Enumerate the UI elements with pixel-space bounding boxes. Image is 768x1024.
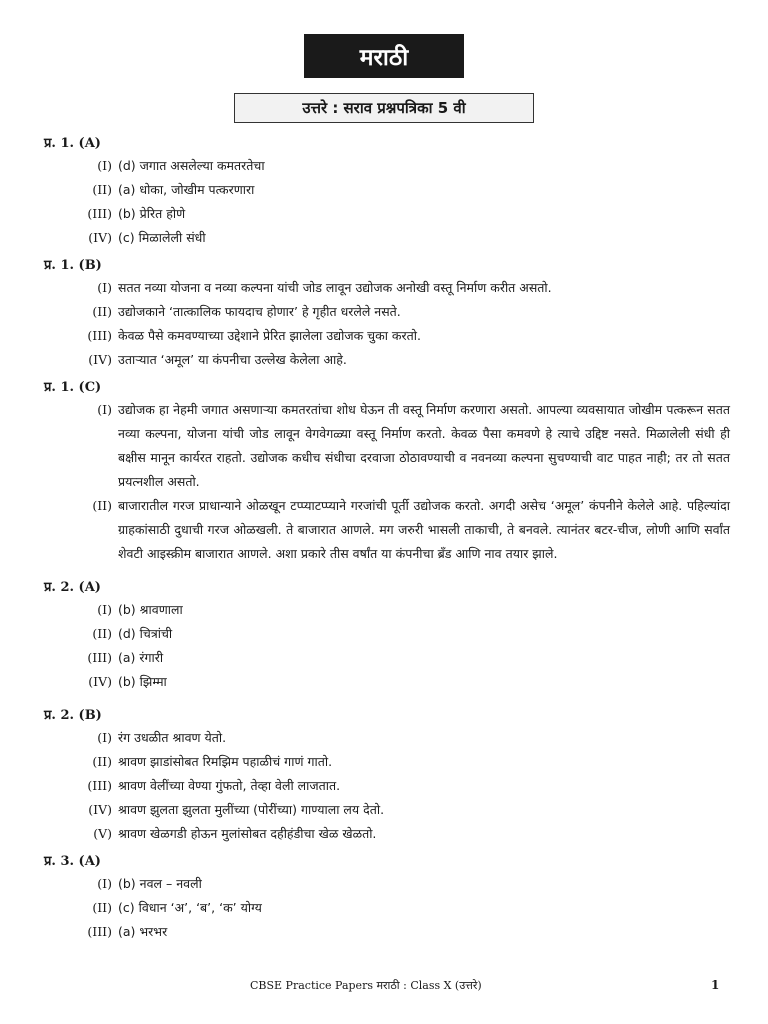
answer-item	[44, 896, 730, 920]
item-number: (IV)	[88, 352, 112, 367]
page-footer	[0, 978, 768, 996]
item-number: (III)	[87, 778, 112, 793]
item-number: (II)	[92, 754, 112, 769]
item-text: उद्योजक हा नेहमी जगात असणाऱ्या कमतरतांचा शोध घेऊन ती वस्तू निर्माण करणारा असतो. आपल्या व्यवसायात जोखीम पत्करून सतत नव्या कल्पना, योजना यांची जोड लावून वेगवेगळ्या वस्तू निर्माण करतो. केवळ पैसा कमवणे हे त्याचे उद्दिष्ट नसते. मिळालेली संधी ही बक्षीस मानून कार्यरत राहतो. उद्योजक कधीच संधीचा दरवाजा ठोठावण्याची व नवनव्या कल्पना सुचण्याची वाट पाहत नाही; तर तो सतत प्रयत्नशील असतो.	[118, 402, 730, 489]
section-heading: प्र. 2. (B)	[44, 708, 102, 723]
answer-item	[44, 798, 730, 822]
section-q2b	[44, 706, 730, 846]
answer-paragraph	[44, 398, 730, 494]
item-text: (b) नवल – नवली	[118, 876, 202, 891]
item-number: (II)	[92, 498, 112, 513]
item-text: (b) झिम्मा	[118, 674, 167, 689]
answer-item	[44, 646, 730, 670]
item-text: श्रावण झुलता झुलता मुलींच्या (पोरींच्या) गाण्याला लय देतो.	[118, 802, 385, 817]
answer-item	[44, 622, 730, 646]
item-number: (III)	[87, 328, 112, 343]
answer-item	[44, 276, 730, 300]
answer-item	[44, 670, 730, 694]
item-number: (I)	[97, 602, 112, 617]
item-number: (I)	[97, 280, 112, 295]
section-heading: प्र. 1. (B)	[44, 258, 102, 273]
item-text: (b) प्रेरित होणे	[118, 206, 186, 221]
item-number: (II)	[92, 626, 112, 641]
answer-item	[44, 154, 730, 178]
answer-item	[44, 324, 730, 348]
answer-item	[44, 226, 730, 250]
item-text: उताऱ्यात ‘अमूल’ या कंपनीचा उल्लेख केलेला आहे.	[118, 352, 347, 367]
item-number: (IV)	[88, 674, 112, 689]
section-q3a	[44, 852, 730, 944]
item-text: बाजारातील गरज प्राधान्याने ओळखून टप्प्याटप्प्याने गरजांची पूर्ती उद्योजक करतो. अगदी असेच ‘अमूल’ कंपनीने केलेले आहे. पहिल्यांदा ग्राहकांसाठी दुधाची गरज ओळखली. ते बाजारात आणले. मग जरुरी भासली ताकाची, ते बनवले. त्यानंतर बटर-चीज, लोणी आणि सर्वांत शेवटी आइस्क्रीम बाजारात आणले. अशा प्रकारे तीस वर्षांत या कंपनीचा ब्रँड आणि नाव तयार झाले.	[118, 498, 730, 561]
answer-item	[44, 750, 730, 774]
item-number: (I)	[97, 876, 112, 891]
item-text: (a) रंगारी	[118, 650, 164, 665]
item-text: (c) विधान ‘अ’, ‘ब’, ‘क’ योग्य	[118, 900, 262, 915]
section-q1c	[44, 378, 730, 566]
answer-item	[44, 178, 730, 202]
answer-item	[44, 822, 730, 846]
answer-item	[44, 726, 730, 750]
item-text: (d) जगात असलेल्या कमतरतेचा	[118, 158, 265, 173]
section-q2a	[44, 578, 730, 694]
item-number: (III)	[87, 924, 112, 939]
subject-title: मराठी	[304, 34, 464, 78]
item-text: (b) श्रावणाला	[118, 602, 183, 617]
item-number: (III)	[87, 206, 112, 221]
item-number: (II)	[92, 900, 112, 915]
answer-item	[44, 348, 730, 372]
item-text: श्रावण खेळगडी होऊन मुलांसोबत दहीहंडीचा खेळ खेळतो.	[118, 826, 377, 841]
section-q1b	[44, 256, 730, 372]
item-text: श्रावण वेलींच्या वेण्या गुंफतो, तेव्हा वेली लाजतात.	[118, 778, 341, 793]
answer-item	[44, 300, 730, 324]
answer-item	[44, 202, 730, 226]
answers-body	[44, 134, 730, 950]
answer-item	[44, 920, 730, 944]
section-heading: प्र. 1. (A)	[44, 136, 101, 151]
item-text: (c) मिळालेली संधी	[118, 230, 206, 245]
item-number: (I)	[97, 158, 112, 173]
answer-item	[44, 774, 730, 798]
item-text: (a) धोका, जोखीम पत्करणारा	[118, 182, 255, 197]
section-heading: प्र. 1. (C)	[44, 380, 102, 395]
item-text: (a) भरभर	[118, 924, 168, 939]
item-number: (V)	[93, 826, 112, 841]
section-q1a	[44, 134, 730, 250]
item-text: रंग उधळीत श्रावण येतो.	[118, 730, 227, 745]
paper-subtitle: उत्तरे : सराव प्रश्नपत्रिका 5 वी	[234, 93, 534, 123]
item-number: (I)	[97, 402, 112, 417]
item-text: सतत नव्या योजना व नव्या कल्पना यांची जोड लावून उद्योजक अनोखी वस्तू निर्माण करीत असतो.	[118, 280, 552, 295]
section-heading: प्र. 3. (A)	[44, 854, 101, 869]
item-number: (IV)	[88, 802, 112, 817]
section-heading: प्र. 2. (A)	[44, 580, 101, 595]
item-number: (IV)	[88, 230, 112, 245]
answer-item	[44, 872, 730, 896]
item-number: (III)	[87, 650, 112, 665]
page-number: 1	[711, 978, 720, 992]
item-text: उद्योजकाने ‘तात्कालिक फायदाच होणार’ हे गृहीत धरलेले नसते.	[118, 304, 401, 319]
item-text: केवळ पैसे कमवण्याच्या उद्देशाने प्रेरित झालेला उद्योजक चुका करतो.	[118, 328, 421, 343]
item-text: (d) चित्रांची	[118, 626, 173, 641]
item-number: (II)	[92, 182, 112, 197]
answer-item	[44, 598, 730, 622]
item-number: (I)	[97, 730, 112, 745]
footer-text: CBSE Practice Papers मराठी : Class X (उत्तरे)	[250, 979, 482, 992]
item-number: (II)	[92, 304, 112, 319]
answer-paragraph	[44, 494, 730, 566]
item-text: श्रावण झाडांसोबत रिमझिम पहाळीचं गाणं गातो.	[118, 754, 333, 769]
